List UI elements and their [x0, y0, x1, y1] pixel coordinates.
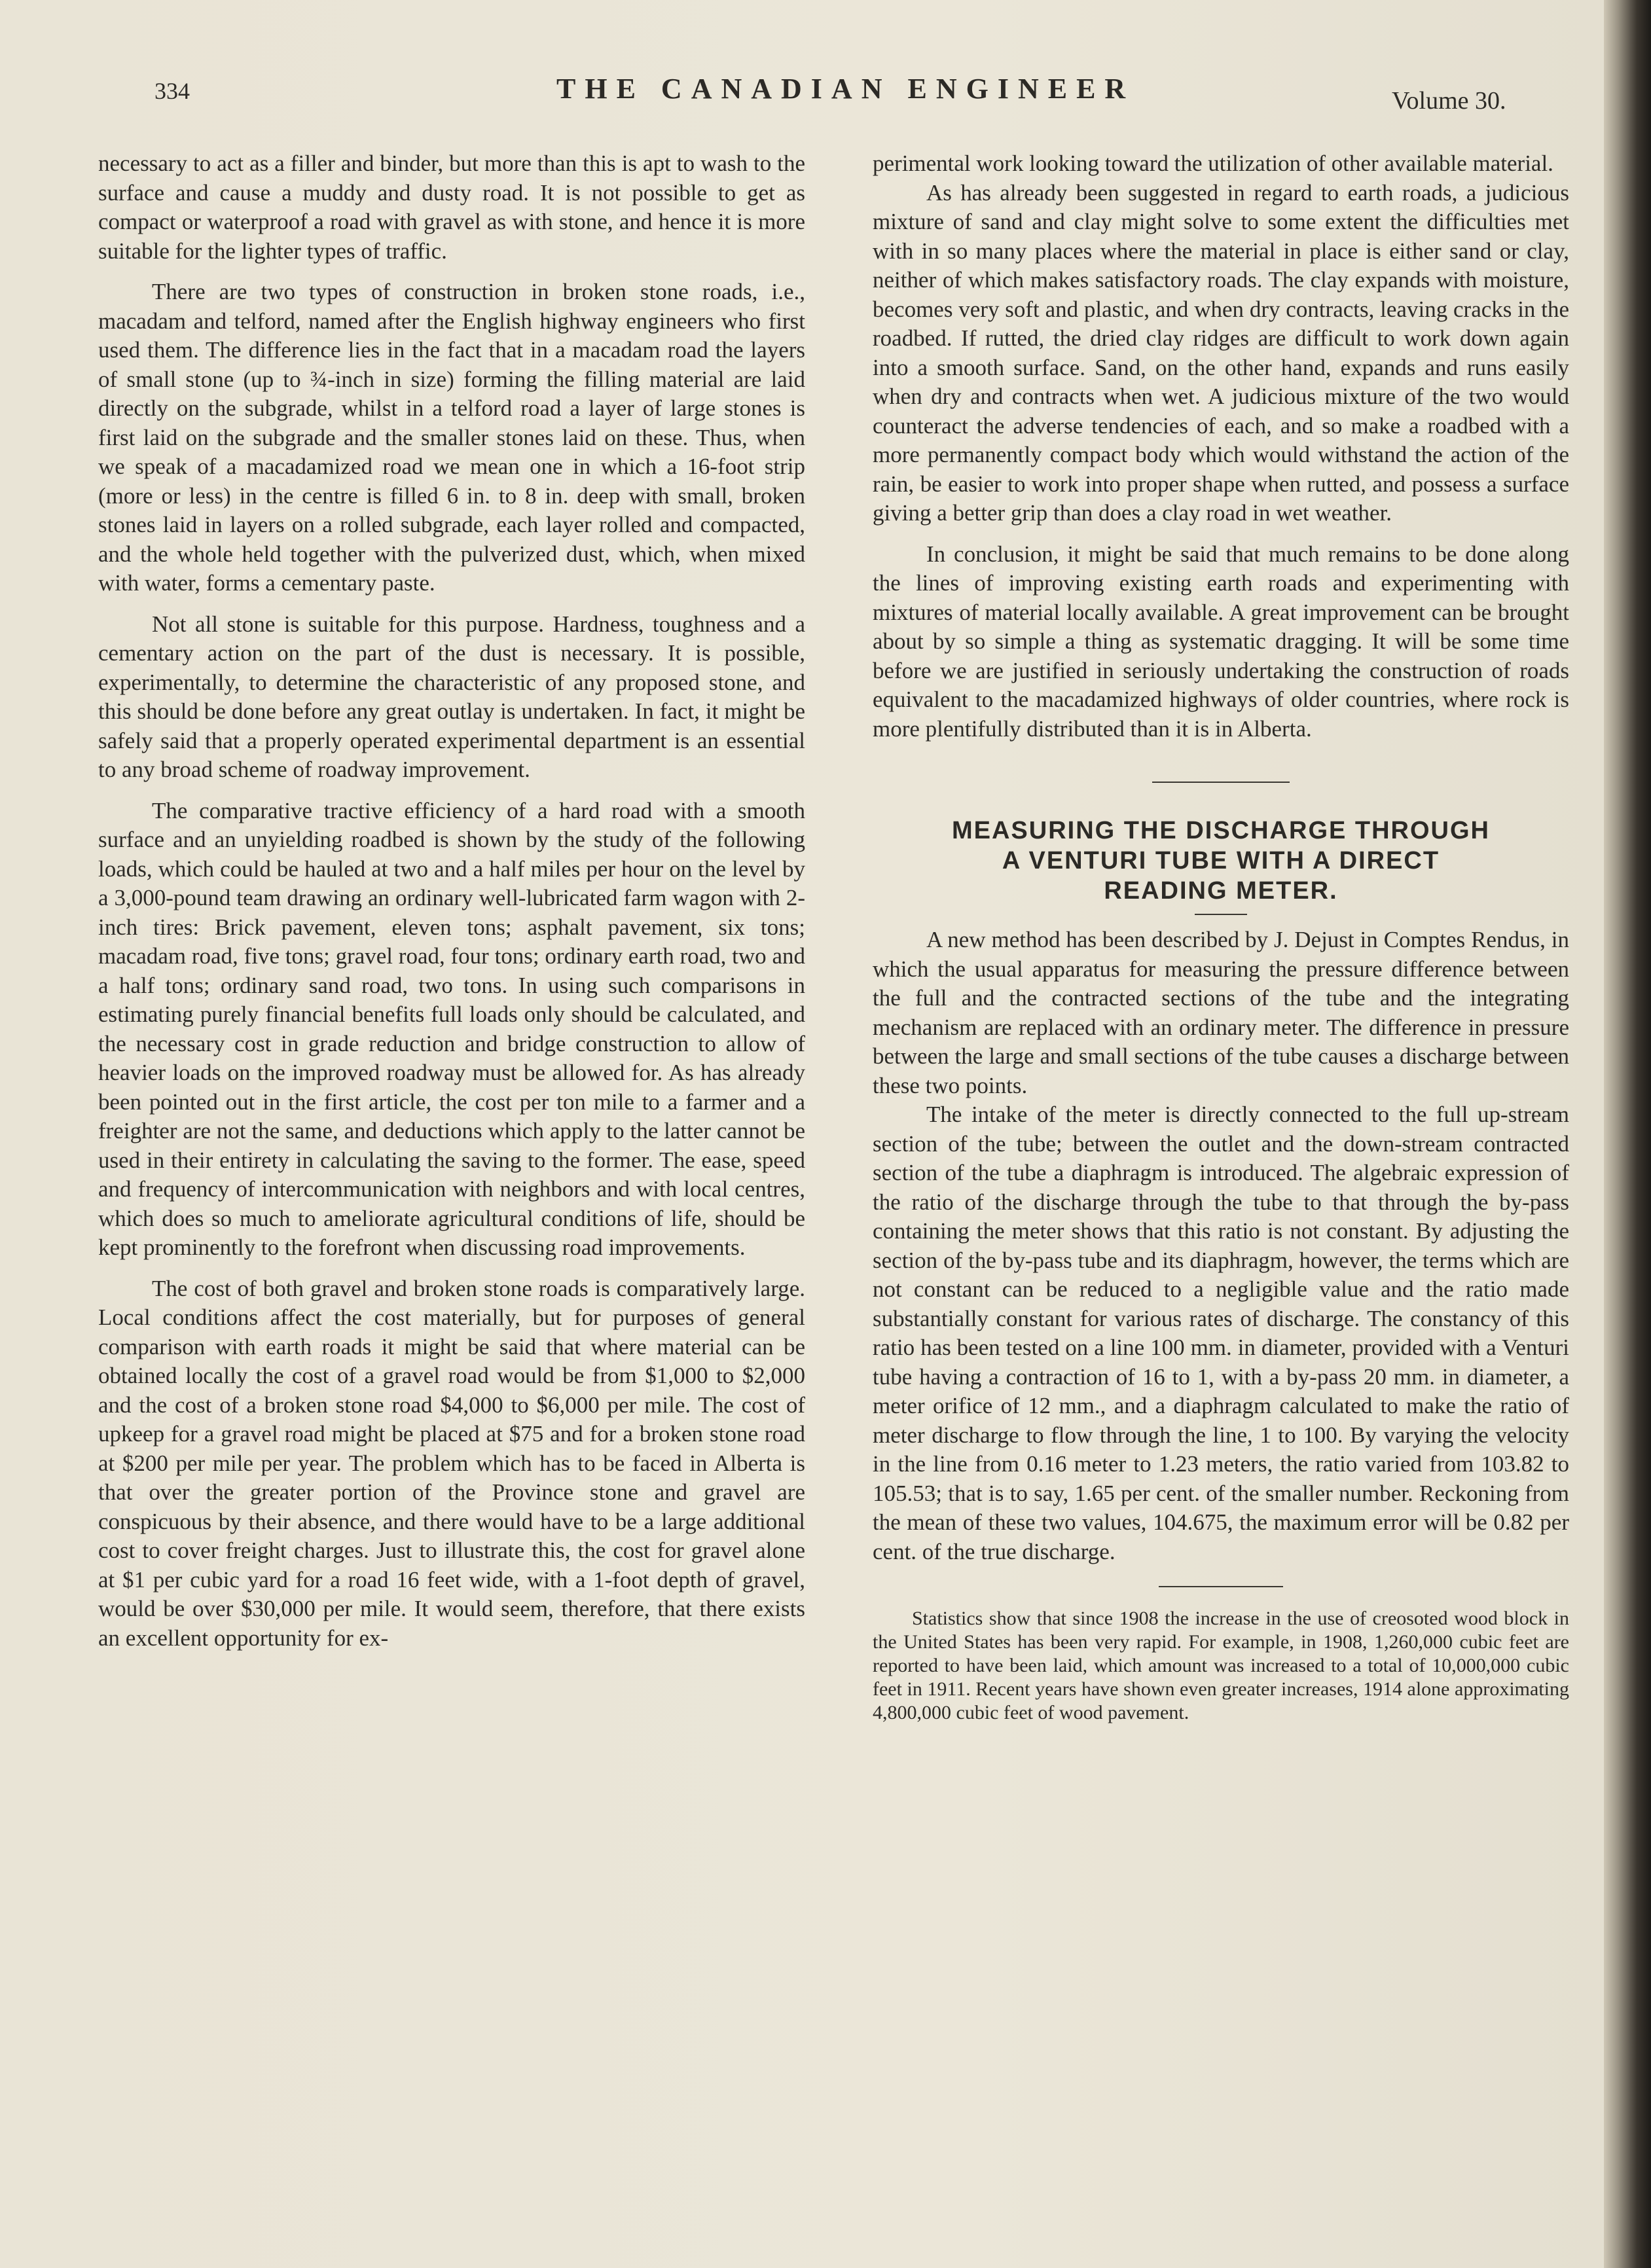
paragraph: There are two types of construction in broken stone roads, i.e., macadam and telford, named after the English highway engineers who first used them. The difference lies in the fact that in a macadam road the layers of small stone (up to ¾-inch in size) forming the filling material are laid directly on the subgrade, whilst in a telford road a layer of large stones is first laid on the subgrade and the smaller stones laid on these. Thus, when we speak of a macadamized road we mean one in which a 16-foot strip (more or less) in the centre is filled 6 in. to 8 in. deep with small, broken stones laid in layers on a rolled subgrade, each layer rolled and compacted, and the whole held together with the pulverized dust, which, when mixed with water, forms a cementary paste. — [98, 279, 805, 596]
article-heading — [873, 816, 1569, 906]
paragraph: perimental work looking toward the utilization of other available material. — [873, 151, 1553, 176]
article-heading-line: READING METER. — [1104, 877, 1338, 905]
paragraph: A new method has been described by J. Dejust in Comptes Rendus, in which the usual apparatus for measuring the pressure difference between the full and the contracted sections of the tube and the integrating mechanism are replaced with an ordinary meter. The difference in pressure between the large and small sections of the tube causes a discharge between these two points. — [873, 927, 1569, 1098]
section-divider — [1159, 1586, 1283, 1587]
paragraph: In conclusion, it might be said that much remains to be done along the lines of improving existing earth roads and experimenting with mixtures of material locally available. A great improvement can be brought about by so simple a thing as systematic dragging. It will be some time before we are justified in seriously undertaking the construction of roads equivalent to the macadamized highways of older countries, where rock is more plentifully distributed than it is in Alberta. — [873, 541, 1569, 742]
statistics-note: Statistics show that since 1908 the increase in the use of creosoted wood block in the United States has been very rapid. For example, in 1908, 1,260,000 cubic feet are reported to have been laid, which amount was increased to a total of 10,000,000 cubic feet in 1911. Recent years have shown even greater increases, 1914 alone approximating 4,800,000 cubic feet of wood pavement. — [873, 1608, 1569, 1723]
page-header — [0, 72, 1604, 124]
section-divider — [1152, 782, 1290, 783]
paragraph: The comparative tractive efficiency of a hard road with a smooth surface and an unyielding roadbed is shown by the study of the following loads, which could be hauled at two and a half miles per hour on the level by a 3,000-pound team drawing an ordinary well-lubricated farm wagon with 2-inch tires: Brick pavement, eleven tons; asphalt pavement, six tons; macadam road, five tons; gravel road, four tons; ordinary earth road, two and a half tons; ordinary sand road, two tons. In using such comparisons in estimating purely financial benefits full loads only should be calculated, and the necessary cost in grade reduction and bridge construction to allow of heavier loads on the improved roadway must be allowed for. As has already been pointed out in the first article, the cost per ton mile to a farmer and a freighter are not the same, and deductions which apply to the latter cannot be used in their entirety in calculating the saving to the former. The ease, speed and frequency of intercommunication with neighbors and with local centres, which does so much to ameliorate agricultural conditions of life, should be kept prominently to the forefront when discussing road improvements. — [98, 797, 805, 1260]
paragraph: As has already been suggested in regard to earth roads, a judicious mixture of sand and clay might solve to some extent the difficulties met with in so many places where the material in place is either sand or clay, neither of which makes satisfactory roads. The clay expands with moisture, becomes very soft and plastic, and when dry contracts, leaving cracks in the roadbed. If rutted, the dried clay ridges are difficult to work down again into a smooth surface. Sand, on the other hand, expands and runs easily when dry and contracts when wet. A judicious mixture of the two would counteract the adverse tendencies of each, and so make a roadbed with a more permanently compact body which would withstand the action of the rain, be easier to work into proper shape when rutted, and possess a surface giving a better grip than does a clay road in wet weather. — [873, 179, 1569, 526]
right-column — [873, 149, 1569, 1725]
volume-label: Volume 30. — [1392, 87, 1506, 115]
page-number: 334 — [154, 78, 190, 104]
paragraph: Not all stone is suitable for this purpose. Hardness, toughness and a cementary action on the part of the dust is necessary. It is possible, experimentally, to determine the characteristic of any proposed stone, and this should be done before any great outlay is undertaken. In fact, it might be safely said that a properly operated experimental department is an essential to any broad scheme of roadway improvement. — [98, 611, 805, 782]
article-heading-line: A VENTURI TUBE WITH A DIRECT — [1002, 847, 1440, 874]
left-column — [98, 149, 805, 1653]
journal-title: THE CANADIAN ENGINEER — [556, 73, 1135, 105]
paragraph: The intake of the meter is directly connected to the full up-stream section of the tube; between the outlet and the down-stream contracted section of the tube a diaphragm is introduced. The algebraic expression of the ratio of the discharge through the tube to that through the by-pass containing the meter shows that this ratio is not constant. By adjusting the section of the by-pass tube and its diaphragm, however, the terms which are not constant can be reduced to a negligible value and the ratio made substantially constant for various rates of discharge. The constancy of this ratio has been tested on a line 100 mm. in diameter, provided with a Venturi tube having a contraction of 16 to 1, with a by-pass 20 mm. in diameter, a meter orifice of 12 mm., and a diaphragm calculated to make the ratio of meter discharge to flow through the line, 1 to 100. By varying the velocity in the line from 0.16 meter to 1.23 meters, the ratio varied from 103.82 to 105.53; that is to say, 1.65 per cent. of the smaller number. Reckoning from the mean of these two values, 104.675, the maximum error will be 0.82 per cent. of the true discharge. — [873, 1102, 1569, 1564]
paragraph: The cost of both gravel and broken stone roads is comparatively large. Local conditions affect the cost materially, but for purposes of general comparison with earth roads it might be said that where material can be obtained locally the cost of a gravel road would be from $1,000 to $2,000 and the cost of a broken stone road $4,000 to $6,000 per mile. The cost of upkeep for a gravel road might be placed at $75 and for a broken stone road at $200 per mile per year. The problem which has to be faced in Alberta is that over the greater portion of the Province stone and gravel are conspicuous by their absence, and there would have to be a large additional cost to cover freight charges. Just to illustrate this, the cost for gravel alone at $1 per cubic yard for a road 16 feet wide, with a 1-foot depth of gravel, would be over $30,000 per mile. It would seem, therefore, that there exists an excellent opportunity for ex- — [98, 1275, 805, 1651]
paragraph: necessary to act as a filler and binder, but more than this is apt to wash to the surface and cause a muddy and dusty road. It is not possible to get as compact or waterproof a road with gravel as with stone, and hence it is more suitable for the lighter types of traffic. — [98, 151, 805, 264]
heading-rule — [1195, 914, 1247, 915]
article-heading-line: MEASURING THE DISCHARGE THROUGH — [951, 817, 1491, 844]
book-spine-shadow — [1604, 0, 1651, 2268]
